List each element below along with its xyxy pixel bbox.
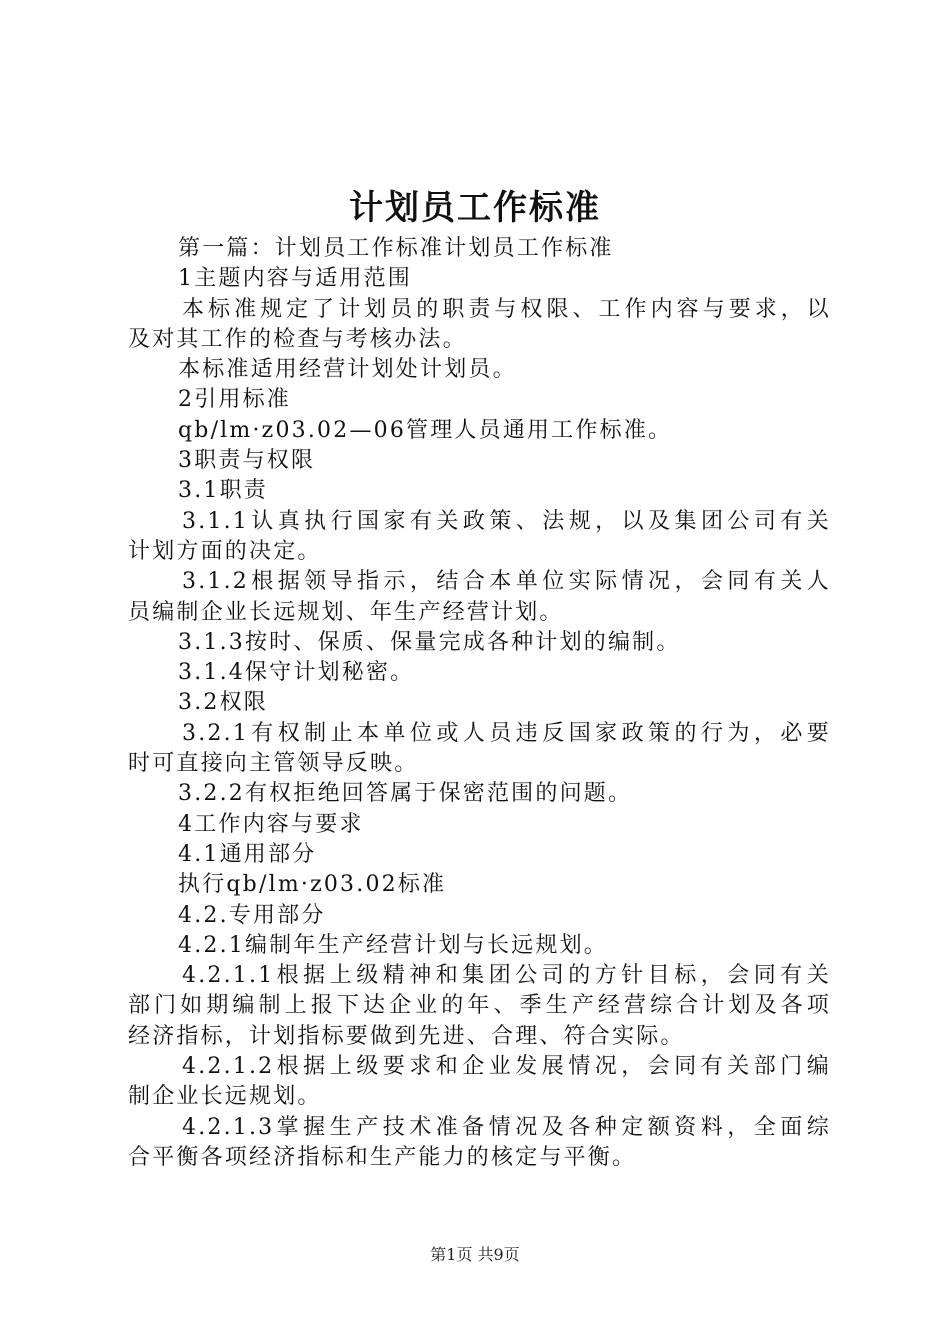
document-title: 计划员工作标准 [349,188,601,228]
section-heading: 3职责与权限 [178,448,316,474]
subsection-heading: 3.1职责 [178,478,268,504]
paragraph-line: 计划方面的决定。 [128,538,322,564]
document-body [128,234,831,1173]
paragraph-line: 4.2.1.3掌握生产技术准备情况及各种定额资料，全面综 [182,1114,831,1140]
paragraph-line: 本标准规定了计划员的职责与权限、工作内容与要求，以 [182,296,831,322]
paragraph-line: 3.1.1认真执行国家有关政策、法规，以及集团公司有关 [182,508,831,534]
paragraph-line: 4.2.1编制年生产经营计划与长远规划。 [178,932,608,958]
paragraph-line: 3.2.2有权拒绝回答属于保密范围的问题。 [178,781,633,807]
paragraph-line: 及对其工作的检查与考核办法。 [128,326,467,352]
paragraph-line: qb/lm·z03.02—06管理人员通用工作标准。 [178,417,673,443]
page-footer: 第1页 共9页 [430,1245,520,1264]
paragraph-line: 员编制企业长远规划、年生产经营计划。 [128,599,564,625]
paragraph-line: 3.2.1有权制止本单位或人员违反国家政策的行为，必要 [182,720,831,746]
section-heading: 4工作内容与要求 [178,811,364,837]
paragraph-line: 4.2.1.2根据上级要求和企业发展情况，会同有关部门编 [182,1054,831,1080]
section-heading: 1主题内容与适用范围 [178,266,412,292]
paragraph-line: 合平衡各项经济指标和生产能力的核定与平衡。 [128,1144,637,1170]
paragraph-line: 3.1.2根据领导指示，结合本单位实际情况，会同有关人 [182,569,831,595]
paragraph-line: 时可直接向主管领导反映。 [128,751,419,777]
section-heading: 2引用标准 [178,387,291,413]
paragraph-line: 本标准适用经营计划处计划员。 [178,357,517,383]
paragraph-line: 4.2.1.1根据上级精神和集团公司的方针目标，会同有关 [182,963,831,989]
subsection-heading: 4.2.专用部分 [178,902,326,928]
subsection-heading: 4.1通用部分 [178,841,317,867]
paragraph-line: 第一篇：计划员工作标准计划员工作标准 [178,236,614,261]
paragraph-line: 执行qb/lm·z03.02标准 [178,872,447,898]
paragraph-line: 经济指标，计划指标要做到先进、合理、符合实际。 [128,1023,685,1049]
paragraph-line: 3.1.3按时、保质、保量完成各种计划的编制。 [178,629,681,655]
paragraph-line: 部门如期编制上报下达企业的年、季生产经营综合计划及各项 [128,993,831,1019]
paragraph-line: 制企业长远规划。 [128,1084,322,1110]
subsection-heading: 3.2权限 [178,690,268,716]
paragraph-line: 3.1.4保守计划秘密。 [178,660,415,686]
